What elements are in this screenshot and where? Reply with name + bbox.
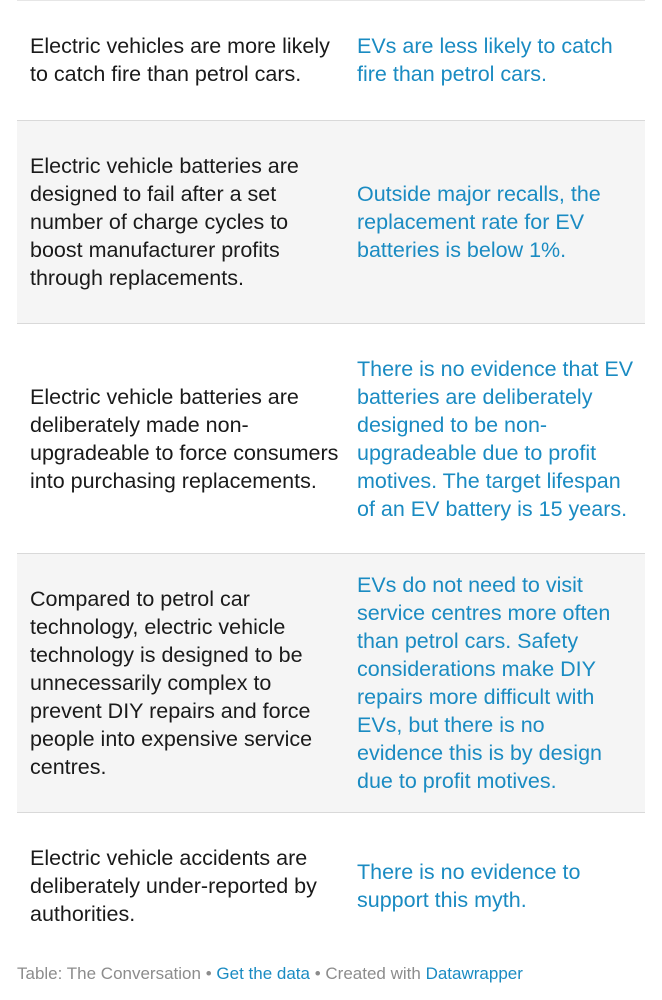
table-row xyxy=(17,554,645,813)
fact-cell: EVs do not need to visit service centres more often than petrol cars. Safety considerations make DIY repairs more difficult with EVs, but there is no evidence this is by design due to profit motives. xyxy=(357,573,611,793)
table-footer xyxy=(17,962,523,986)
source-label: Table: The Conversation xyxy=(17,964,201,983)
created-with-label: Created with xyxy=(325,964,421,983)
footer-separator: • xyxy=(314,964,321,983)
myth-cell: Electric vehicle batteries are deliberately made non-upgradeable to force consumers into purchasing replacements. xyxy=(30,384,339,493)
table-row xyxy=(17,813,645,958)
myth-cell: Electric vehicle accidents are deliberately under-reported by authorities. xyxy=(30,845,317,926)
datawrapper-link[interactable]: Datawrapper xyxy=(425,964,523,983)
myth-cell: Compared to petrol car technology, electric vehicle technology is designed to be unnecessarily complex to prevent DIY repairs and force people into expensive service centres. xyxy=(30,587,313,779)
fact-cell: There is no evidence that EV batteries are deliberately designed to be non-upgradeable due to profit motives. The target lifespan of an EV battery is 15 years. xyxy=(357,356,634,521)
fact-cell: There is no evidence to support this myth. xyxy=(357,859,581,912)
table-row xyxy=(17,0,645,121)
fact-cell: EVs are less likely to catch fire than petrol cars. xyxy=(357,34,613,86)
get-the-data-link[interactable]: Get the data xyxy=(216,964,310,983)
fact-cell: Outside major recalls, the replacement rate for EV batteries is below 1%. xyxy=(357,182,601,262)
myths-facts-table xyxy=(17,0,645,958)
table-row xyxy=(17,324,645,554)
footer-separator: • xyxy=(205,964,212,983)
table-row xyxy=(17,121,645,324)
myth-cell: Electric vehicle batteries are designed to fail after a set number of charge cycles to boost manufacturer profits through replacements. xyxy=(30,154,299,290)
myth-cell: Electric vehicles are more likely to catch fire than petrol cars. xyxy=(30,34,330,86)
